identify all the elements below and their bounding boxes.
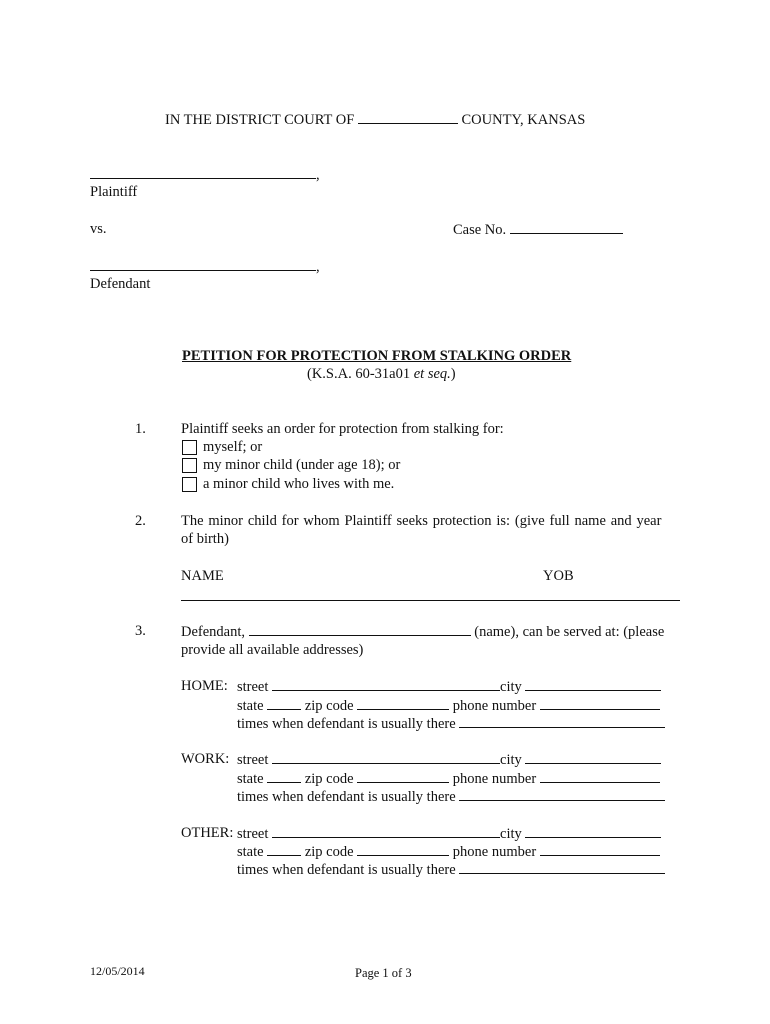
other-label: OTHER: [181,825,234,841]
item1-text: Plaintiff seeks an order for protection from stalking for: [181,421,504,437]
work-street-row: street city [237,751,661,769]
work-times-blank[interactable] [459,788,665,801]
defendant-comma: , [316,259,320,275]
case-no-blank[interactable] [510,221,623,234]
other-state-blank[interactable] [267,843,301,856]
plaintiff-name-line[interactable] [90,178,316,179]
item1-number: 1. [135,421,146,437]
vs-label: vs. [90,221,107,237]
other-street-blank[interactable] [272,825,500,838]
option-my-minor-child: my minor child (under age 18); or [203,457,401,473]
petition-title: PETITION FOR PROTECTION FROM STALKING ORDER [182,348,572,364]
other-city-blank[interactable] [525,825,661,838]
checkbox-minor-child-lives-with-me[interactable] [182,477,197,492]
home-times-row: times when defendant is usually there [237,715,665,733]
option-minor-child-lives-with-me: a minor child who lives with me. [203,476,395,492]
other-phone-blank[interactable] [540,843,660,856]
item3-text-line2: provide all available addresses) [181,642,364,658]
court-suffix: COUNTY, KANSAS [461,112,586,128]
home-state-blank[interactable] [267,697,301,710]
work-state-row: state zip code phone number [237,770,660,788]
case-no-label: Case No. [453,222,507,238]
plaintiff-label: Plaintiff [90,184,138,200]
checkbox-myself[interactable] [182,440,197,455]
item3-text-line1: Defendant, (name), can be served at: (please [181,624,665,640]
case-number [453,221,623,239]
work-state-blank[interactable] [267,770,301,783]
home-street-row: street city [237,678,661,696]
home-label: HOME: [181,678,228,694]
item2-number: 2. [135,513,146,529]
home-state-row: state zip code phone number [237,697,660,715]
work-label: WORK: [181,751,230,767]
home-zip-blank[interactable] [357,697,449,710]
court-prefix: IN THE DISTRICT COURT OF [165,112,355,128]
other-zip-blank[interactable] [357,843,449,856]
defendant-name-line[interactable] [90,270,316,271]
yob-column-label: YOB [543,568,574,584]
plaintiff-comma: , [316,167,320,183]
home-times-blank[interactable] [459,715,665,728]
work-city-blank[interactable] [525,751,661,764]
item2-text-line1: The minor child for whom Plaintiff seeks protection is: (give full name and year [181,513,662,529]
statute-citation: (K.S.A. 60-31a01 et seq.) [307,366,456,382]
work-zip-blank[interactable] [357,770,449,783]
work-street-blank[interactable] [272,751,500,764]
child-name-yob-line[interactable] [181,600,680,601]
footer-page-number: Page 1 of 3 [355,966,412,980]
work-times-row: times when defendant is usually there [237,788,665,806]
checkbox-my-minor-child[interactable] [182,458,197,473]
home-phone-blank[interactable] [540,697,660,710]
option-myself: myself; or [203,439,263,455]
item3-number: 3. [135,623,146,639]
other-times-blank[interactable] [459,861,665,874]
item2-text-line2: of birth) [181,531,229,547]
county-blank[interactable] [358,111,458,124]
court-header [165,111,585,129]
other-state-row: state zip code phone number [237,843,660,861]
work-phone-blank[interactable] [540,770,660,783]
home-street-blank[interactable] [272,678,500,691]
defendant-name-blank[interactable] [249,623,471,636]
footer-date: 12/05/2014 [90,964,145,978]
name-column-label: NAME [181,568,224,584]
home-city-blank[interactable] [525,678,661,691]
other-times-row: times when defendant is usually there [237,861,665,879]
other-street-row: street city [237,825,661,843]
defendant-label: Defendant [90,276,151,292]
